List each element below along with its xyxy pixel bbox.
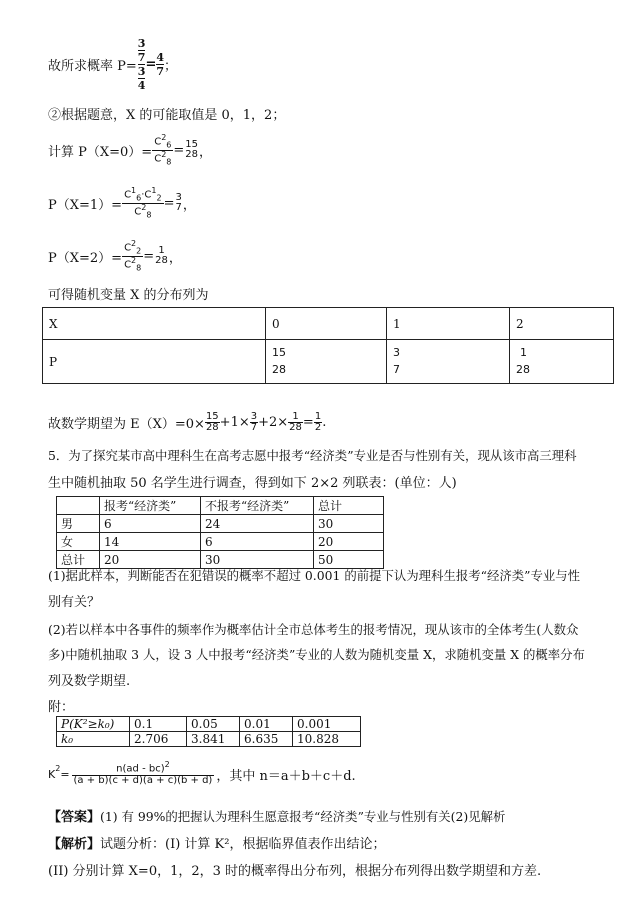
ct-cell: 50 (314, 551, 384, 569)
contingency-row (57, 533, 384, 551)
compound-fraction (138, 38, 146, 91)
dist-cell: X (43, 308, 266, 340)
frac-den: 28 (205, 421, 219, 433)
comb-sub: 2 (156, 193, 162, 203)
appendix-label: 附： (48, 700, 75, 715)
formula-num: n(ad - bc) (116, 763, 165, 775)
dist-cell: P (43, 340, 266, 384)
result-den: 7 (156, 64, 164, 78)
comb-sub: 2 (136, 246, 142, 256)
dist-cell (266, 340, 387, 384)
crit-cell: 10.828 (293, 732, 361, 747)
contingency-header (57, 497, 384, 515)
comb-sup: 2 (161, 149, 167, 159)
frac-den: 7 (175, 202, 182, 213)
frac-den: 2 (314, 421, 322, 433)
dist-cell (387, 340, 510, 384)
ct-cell: 总计 (314, 497, 384, 515)
formula-num-sup: 2 (164, 760, 170, 770)
expectation-line (48, 404, 326, 440)
ct-cell: 20 (100, 551, 201, 569)
ct-cell: 不报考“经济类” (201, 497, 314, 515)
analysis-line (48, 833, 385, 852)
formula-tail: ，其中 n＝a＋b＋c＋d. (216, 768, 356, 784)
comb-sub: 8 (166, 156, 172, 166)
frac-den: 28 (185, 149, 199, 160)
value-fraction (184, 140, 199, 160)
equals-sign: = (173, 142, 185, 158)
answer-label: 【答案】 (48, 810, 101, 825)
possible-values-line: ②根据题意，X 的可能取值是 0，1，2； (48, 108, 286, 123)
answer-line (48, 806, 505, 825)
ct-cell: 14 (100, 533, 201, 551)
crit-row (57, 717, 361, 732)
line-end: ； (164, 58, 178, 74)
frac-num: 3 (250, 410, 258, 422)
result-num: 4 (156, 50, 164, 64)
frac-num: 1 (314, 410, 322, 422)
prob-den: 28 (516, 362, 530, 376)
distribution-table (42, 307, 614, 384)
crit-cell: 0.001 (293, 717, 361, 732)
prob-num: 1 (520, 346, 527, 359)
expect-frac (288, 412, 303, 433)
crit-cell: 0.05 (187, 717, 240, 732)
ct-cell: 总计 (57, 551, 100, 569)
equals-sign: = (143, 248, 155, 264)
frac-top-num: 3 (137, 36, 146, 50)
crit-cell: P(K²≥k₀) (57, 717, 130, 732)
dist-cell: 0 (266, 308, 387, 340)
contingency-row (57, 515, 384, 533)
equals-sign: = (145, 56, 157, 72)
comb-c: C (144, 189, 152, 201)
analysis-label: 【解析】 (48, 837, 101, 852)
calc-p1-line (48, 183, 196, 223)
ct-cell: 24 (201, 515, 314, 533)
comb-sup: 1 (151, 185, 157, 195)
crit-row (57, 732, 361, 747)
comb-sub: 8 (146, 209, 152, 219)
calc-p0-line (48, 130, 212, 170)
prob-num: 15 (272, 346, 286, 359)
ct-cell (57, 497, 100, 515)
frac-num: 15 (185, 139, 199, 150)
dist-header-row (43, 308, 614, 340)
frac-den: 28 (289, 421, 302, 433)
prob-num: 3 (393, 346, 400, 359)
comb-sup: 1 (131, 185, 137, 195)
q5-part2-line2: 多)中随机抽取 3 人，设 3 人中报考“经济类”专业的人数为随机变量 X，求随机变量 X 的概率分布 (48, 647, 585, 662)
dist-cell: 1 (387, 308, 510, 340)
expect-mid: +2× (258, 414, 289, 430)
frac-num: 15 (205, 410, 219, 422)
comb-sup: 2 (131, 238, 137, 248)
q5-part2-line1: (2)若以样本中各事件的频率作为概率估计全市总体考生的报考情况，现从该市的全体考生(人数众 (48, 622, 579, 637)
dist-cell (510, 340, 614, 384)
calc2-prefix: P（X=2）= (48, 250, 123, 266)
line-end: ， (168, 250, 182, 266)
answer-text: (1) 有 99%的把握认为理科生愿意报考“经济类”专业与性别有关(2)见解析 (100, 809, 506, 824)
ct-cell: 女 (57, 533, 100, 551)
frac-den: 7 (250, 421, 258, 433)
formula-den: (a + b)(c + d)(a + c)(b + d) (73, 775, 213, 787)
crit-cell: 0.1 (130, 717, 187, 732)
comb-sub: 6 (166, 140, 172, 150)
line-end: . (322, 414, 327, 430)
expect-frac (250, 412, 258, 433)
comb-sup: 2 (131, 255, 137, 265)
comb-sup: 2 (161, 132, 167, 142)
analysis-text: 试题分析：(I) 计算 K²，根据临界值表作出结论； (100, 837, 386, 852)
comb-fraction (122, 187, 164, 219)
analysis-line2: (II) 分别计算 X=0，1，2，3 时的概率得出分布列，根据分布列得出数学期望和方差. (48, 864, 542, 879)
crit-cell: 0.01 (240, 717, 293, 732)
frac-top-den: 7 (137, 50, 146, 64)
distribution-intro: 可得随机变量 X 的分布列为 (48, 288, 209, 303)
ct-cell: 报考“经济类” (100, 497, 201, 515)
comb-sub: 6 (136, 193, 142, 203)
comb-sup: 2 (141, 202, 147, 212)
comb-c: C (124, 242, 132, 254)
critical-value-table (56, 716, 361, 747)
equals-sign: = (163, 195, 175, 211)
frac-num: 1 (288, 412, 303, 423)
frac-den: 28 (155, 255, 168, 266)
result-fraction (156, 52, 164, 77)
value-fraction (154, 246, 169, 266)
frac-bot-num: 3 (137, 64, 146, 78)
ct-cell: 6 (201, 533, 314, 551)
ct-cell: 6 (100, 515, 201, 533)
prob-den: 28 (272, 362, 286, 376)
comb-c: C (124, 258, 132, 270)
dot-operator: · (141, 189, 145, 201)
crit-cell: 2.706 (130, 732, 187, 747)
line-end: ， (182, 197, 196, 213)
comb-sub: 8 (136, 262, 142, 272)
crit-cell: k₀ (57, 732, 130, 747)
equals-sign: = (60, 767, 70, 781)
calc1-prefix: P（X=1）= (48, 197, 123, 213)
ct-cell: 30 (314, 515, 384, 533)
formula-k: K (48, 767, 56, 781)
calc-p2-line (48, 236, 182, 276)
comb-c: C (154, 152, 162, 164)
comb-c: C (134, 205, 142, 217)
prob-prefix: 故所求概率 P= (48, 58, 137, 74)
ct-cell: 20 (314, 533, 384, 551)
line-end: ， (199, 144, 213, 160)
expect-frac (205, 412, 220, 433)
ct-cell: 30 (201, 551, 314, 569)
frac-num: 3 (175, 192, 182, 203)
formula-k-sup: 2 (55, 764, 61, 773)
crit-cell: 3.841 (187, 732, 240, 747)
q5-part2-line3: 列及数学期望. (48, 674, 131, 689)
contingency-table (56, 496, 384, 569)
dist-prob-row (43, 340, 614, 384)
comb-c: C (154, 136, 162, 148)
comb-c: C (124, 189, 132, 201)
comb-fraction (122, 240, 143, 272)
expect-result (314, 412, 322, 433)
q5-line2: 生中随机抽取 50 名学生进行调查，得到如下 2×2 列联表：(单位：人) (48, 476, 457, 491)
equals-sign: = (302, 414, 314, 430)
crit-cell: 6.635 (240, 732, 293, 747)
dist-cell: 2 (510, 308, 614, 340)
formula-fraction (72, 761, 215, 786)
expect-prefix: 故数学期望为 E（X）=0× (48, 416, 205, 432)
q5-line1: 5．为了探究某市高中理科生在高考志愿中报考“经济类”专业是否与性别有关，现从该市高三理科 (48, 448, 577, 463)
k-squared-formula (48, 754, 356, 794)
frac-num: 1 (158, 245, 165, 256)
ct-cell: 男 (57, 515, 100, 533)
probability-result-line (48, 32, 177, 96)
prob-den: 7 (393, 362, 400, 376)
q5-part1-line1: (1)据此样本，判断能否在犯错误的概率不超过 0.001 的前提下认为理科生报考“经济类”专业与性 (48, 568, 581, 583)
expect-mid: +1× (219, 414, 250, 430)
frac-bot-den: 4 (137, 78, 146, 92)
comb-fraction (152, 134, 173, 166)
q5-part1-line2: 别有关？ (48, 595, 101, 610)
calc0-prefix: 计算 P（X=0）= (48, 144, 153, 160)
value-fraction (175, 193, 183, 213)
